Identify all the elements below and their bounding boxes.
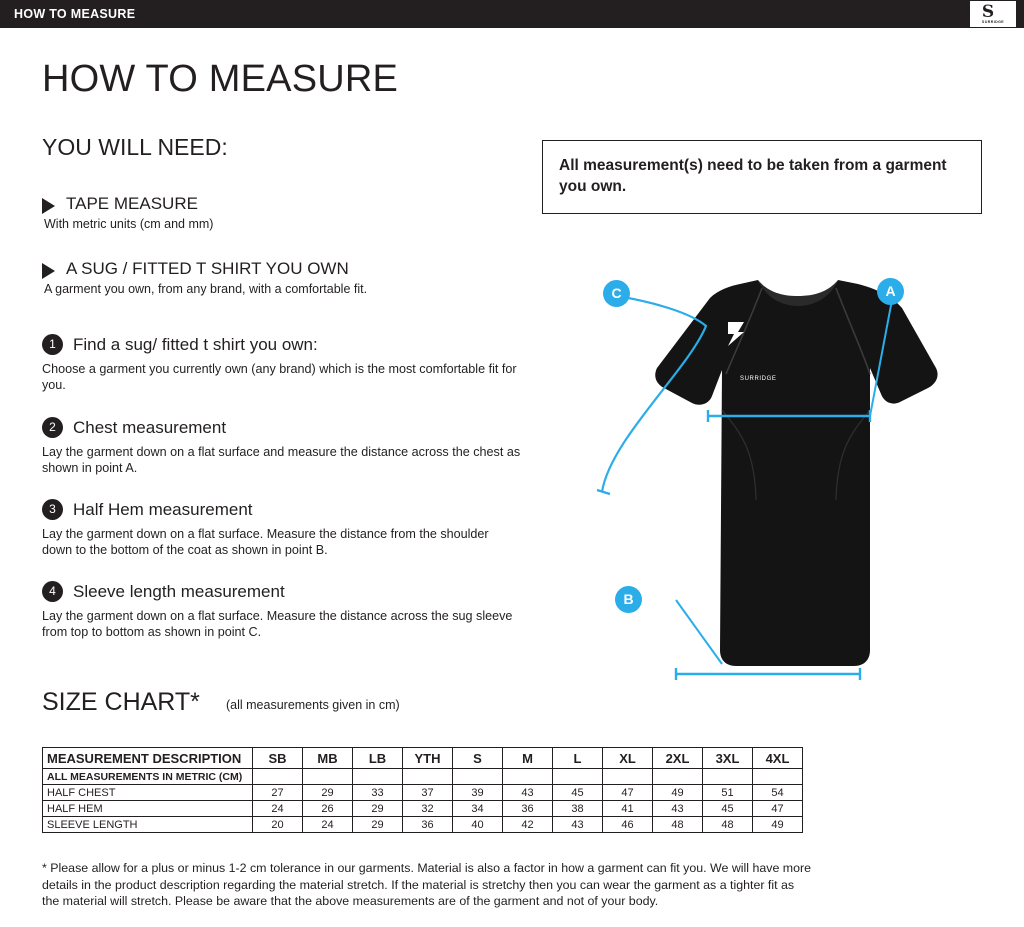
cell: 27 <box>253 785 303 801</box>
metric-note: ALL MEASUREMENTS IN METRIC (CM) <box>43 769 253 785</box>
step-title: Find a sug/ fitted t shirt you own: <box>73 335 318 354</box>
cell: 32 <box>403 801 453 817</box>
header-size: LB <box>353 748 403 769</box>
svg-text:SURRIDGE: SURRIDGE <box>740 376 777 382</box>
requirement-shirt <box>42 259 367 296</box>
brand-logo-name: SURRIDGE <box>981 19 1005 24</box>
header-size: XL <box>603 748 653 769</box>
table-row <box>43 785 803 801</box>
cell: 24 <box>303 817 353 833</box>
step-number: 4 <box>42 581 63 602</box>
step-body: Choose a garment you currently own (any brand) which is the most comfortable fit for you. <box>42 362 517 392</box>
header-size: M <box>503 748 553 769</box>
cell: 39 <box>453 785 503 801</box>
cell: 36 <box>403 817 453 833</box>
callout-box: All measurement(s) need to be taken from a garment you own. <box>542 140 982 214</box>
cell: 34 <box>453 801 503 817</box>
step-number: 2 <box>42 417 63 438</box>
step-item <box>42 499 522 558</box>
header-size: L <box>553 748 603 769</box>
triangle-bullet-icon <box>42 263 55 279</box>
header-size: S <box>453 748 503 769</box>
cell: 47 <box>603 785 653 801</box>
requirement-tape-measure <box>42 194 213 231</box>
step-item <box>42 334 522 393</box>
cell: 48 <box>653 817 703 833</box>
step-item <box>42 581 522 640</box>
step-title: Half Hem measurement <box>73 500 253 519</box>
cell: 41 <box>603 801 653 817</box>
cell: 49 <box>753 817 803 833</box>
cell: 51 <box>703 785 753 801</box>
size-chart-heading: SIZE CHART* <box>42 688 200 716</box>
cell: 33 <box>353 785 403 801</box>
brand-logo-letter: S <box>981 1 995 22</box>
header-size: 2XL <box>653 748 703 769</box>
hem-leader-line <box>676 600 722 664</box>
marker-b: B <box>615 586 642 613</box>
triangle-bullet-icon <box>42 198 55 214</box>
table-row-metric <box>43 769 803 785</box>
step-body: Lay the garment down on a flat surface. Measure the distance across the sug sleeve from top to bottom as shown in point C. <box>42 609 513 639</box>
table-header-row <box>43 748 803 769</box>
footnote: * Please allow for a plus or minus 1-2 cm tolerance in our garments. Material is also a factor in how a garment can fit you. We will have more details in the product description regarding the material stretch. If the material is stretchy then you can wear the garment as a tighter fit as the material will stretch. Please be aware that the above measurements are of the garment and not of your body. <box>42 861 812 908</box>
cell: 48 <box>703 817 753 833</box>
step-title: Sleeve length measurement <box>73 582 285 601</box>
requirement-sub: A garment you own, from any brand, with a comfortable fit. <box>44 282 368 296</box>
step-number: 1 <box>42 334 63 355</box>
step-number: 3 <box>42 499 63 520</box>
header-size: SB <box>253 748 303 769</box>
row-label: HALF HEM <box>43 801 253 817</box>
cell: 36 <box>503 801 553 817</box>
header-size: 3XL <box>703 748 753 769</box>
cell: 42 <box>503 817 553 833</box>
garment-svg <box>540 250 1010 700</box>
header-description: MEASUREMENT DESCRIPTION <box>43 748 253 769</box>
header-size: YTH <box>403 748 453 769</box>
header-size: 4XL <box>753 748 803 769</box>
size-chart-note: (all measurements given in cm) <box>226 698 400 712</box>
row-label: SLEEVE LENGTH <box>43 817 253 833</box>
table-row <box>43 817 803 833</box>
brand-logo <box>970 1 1016 27</box>
garment-body <box>655 280 937 666</box>
top-bar-title: HOW TO MEASURE <box>14 7 136 21</box>
cell: 46 <box>603 817 653 833</box>
cell: 29 <box>353 817 403 833</box>
step-body: Lay the garment down on a flat surface. Measure the distance from the shoulder down to the bottom of the coat as shown in point B. <box>42 527 489 557</box>
cell: 43 <box>503 785 553 801</box>
sleeve-tick <box>597 490 610 494</box>
table-row <box>43 801 803 817</box>
cell: 26 <box>303 801 353 817</box>
cell: 29 <box>303 785 353 801</box>
cell: 38 <box>553 801 603 817</box>
cell: 47 <box>753 801 803 817</box>
cell: 24 <box>253 801 303 817</box>
page-title: HOW TO MEASURE <box>42 58 399 100</box>
requirement-title: TAPE MEASURE <box>66 194 198 213</box>
cell: 49 <box>653 785 703 801</box>
requirement-sub: With metric units (cm and mm) <box>44 217 214 231</box>
cell: 43 <box>653 801 703 817</box>
size-chart-table <box>42 747 803 833</box>
header-size: MB <box>303 748 353 769</box>
cell: 40 <box>453 817 503 833</box>
cell: 54 <box>753 785 803 801</box>
step-body: Lay the garment down on a flat surface and measure the distance across the chest as shown in point A. <box>42 445 521 475</box>
cell: 45 <box>553 785 603 801</box>
step-title: Chest measurement <box>73 418 227 437</box>
row-label: HALF CHEST <box>43 785 253 801</box>
garment-illustration <box>540 250 1010 700</box>
cell: 29 <box>353 801 403 817</box>
you-will-need-heading: YOU WILL NEED: <box>42 134 228 160</box>
cell: 37 <box>403 785 453 801</box>
cell: 20 <box>253 817 303 833</box>
cell: 43 <box>553 817 603 833</box>
top-bar <box>0 0 1024 28</box>
cell: 45 <box>703 801 753 817</box>
marker-a: A <box>877 278 904 305</box>
marker-c: C <box>603 280 630 307</box>
requirement-title: A SUG / FITTED T SHIRT YOU OWN <box>66 259 349 278</box>
step-item <box>42 417 522 476</box>
